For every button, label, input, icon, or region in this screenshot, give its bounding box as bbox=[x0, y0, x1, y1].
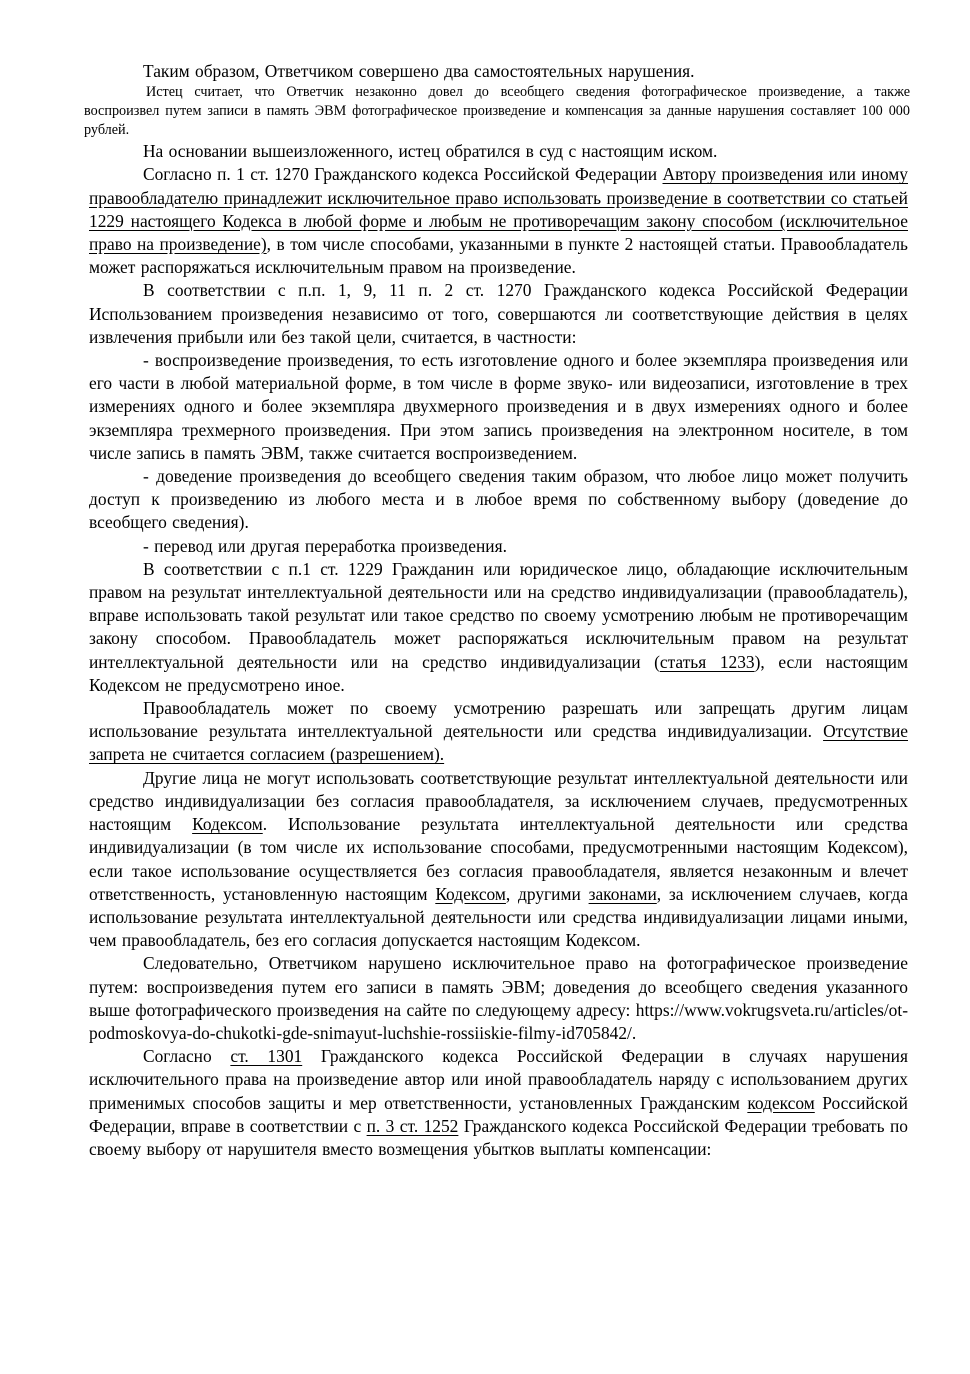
text-run: - доведение произведения до всеобщего сведения таким образом, что любое лицо может получить доступ к произведению из любого места и в любое время по собственному выбору (доведение до всеобщего сведения). bbox=[89, 466, 908, 533]
text-run: Таким образом, Ответчиком совершено два самостоятельных нарушения. bbox=[143, 61, 695, 81]
text-run: Гражданского кодекса Российской Федерации в случаях нарушения исключительного права на произведение автор или иной правообладатель наряду с использованием других применимых способов защиты и мер ответственности, установленных Гражданским bbox=[89, 1046, 908, 1113]
text-run: Правообладатель может по своему усмотрению разрешать или запрещать другим лицам использование результата интеллектуальной деятельности или средства индивидуализации. bbox=[89, 698, 908, 742]
legal-reference-underlined: Кодексом bbox=[435, 883, 506, 904]
para-other-persons bbox=[89, 767, 908, 953]
para-reproduction-item bbox=[89, 349, 908, 465]
legal-reference-underlined: Кодексом bbox=[192, 814, 263, 835]
text-run: Согласно bbox=[143, 1046, 231, 1067]
para-art-1301 bbox=[89, 1045, 908, 1161]
para-communication-item bbox=[89, 465, 908, 535]
text-run: Гражданского кодекса Российской Федерации требовать по своему выбору от нарушителя вместо возмещения убытков выплаты компенсации: bbox=[89, 1115, 908, 1159]
text-run: , в том числе способами, указанными в пункте 2 настоящей статьи. Правообладатель может распоряжаться исключительным правом на произведение. bbox=[89, 234, 908, 278]
para-translation-item bbox=[89, 535, 908, 558]
text-run: ), если настоящим Кодексом не предусмотрено иное. bbox=[89, 651, 908, 695]
text-run: . Использование результата интеллектуальной деятельности или средства индивидуализации (в том числе их использование способами, предусмотренными настоящим Кодексом), если такое использование осуществляется без согласия правообладателя, является незаконным и влечет ответственность, установленную настоящим bbox=[89, 814, 908, 904]
para-art-1229 bbox=[89, 558, 908, 697]
para-plaintiff-claim bbox=[84, 83, 910, 140]
para-art-1270-p1 bbox=[89, 163, 908, 279]
text-run: Другие лица не могут использовать соответствующие результат интеллектуальной деятельности или средство индивидуализации без согласия правообладателя, за исключением случаев, предусмотренных настоящим bbox=[89, 767, 908, 835]
text-run: , другими bbox=[505, 883, 589, 904]
text-run: Согласно п. 1 ст. 1270 Гражданского кодекса Российской Федерации bbox=[143, 164, 663, 185]
legal-reference-underlined: п. 3 ст. 1252 bbox=[366, 1115, 459, 1136]
legal-reference-underlined: кодексом bbox=[747, 1092, 815, 1113]
text-run: Следовательно, Ответчиком нарушено исключительное право на фотографическое произведение путем: воспроизведения путем его записи в память ЭВМ; доведения до всеобщего сведения указанного выше фотографического произведения на сайте по следующему адресу: https://www.vokrugsveta.ru/articles/ot-podmoskovya-do-chukotki-gde-snimayut-luchshie-rossiiskie-filmy-id705842/. bbox=[89, 953, 908, 1043]
para-conclusion-violation bbox=[89, 952, 908, 1045]
text-run: В соответствии с п.1 ст. 1229 Гражданин или юридическое лицо, обладающие исключительным правом на результат интеллектуальной деятельности или на средство индивидуализации (правообладатель), вправе использовать такой результат или такое средство по своему усмотрению любым не противоречащим закону способом. Правообладатель может распоряжаться исключительным правом на результат интеллектуальной деятельности или на средство индивидуализации ( bbox=[89, 558, 908, 672]
para-rightholder-permission bbox=[89, 697, 908, 767]
legal-reference-underlined: Отсутствие запрета не считается согласием (разрешением). bbox=[89, 721, 908, 765]
legal-reference-underlined: статья 1233 bbox=[659, 651, 755, 672]
text-run: - воспроизведение произведения, то есть изготовление одного и более экземпляра произведения или его части в любой материальной форме, в том числе в форме звуко- или видеозаписи, изготовление в трех измерениях одного и более экземпляра двухмерного произведения и в двух измерениях одного и более экземпляра трехмерного произведения. При этом запись произведения на электронном носителе, в том числе запись в память ЭВМ, также считается воспроизведением. bbox=[89, 350, 908, 463]
text-run: Российской Федерации, вправе в соответствии с bbox=[89, 1092, 908, 1136]
text-run: Истец считает, что Ответчик незаконно довел до всеобщего сведения фотографическое произведение, а также воспроизвел путем записи в память ЭВМ фотографическое произведение и компенсация за данные нарушения составляет 100 000 рублей. bbox=[84, 84, 910, 139]
para-art-1270-p2-intro bbox=[89, 279, 908, 349]
text-run: - перевод или другая переработка произведения. bbox=[143, 535, 507, 556]
legal-reference-underlined: Автору произведения или иному правообладателю принадлежит исключительное право использовать произведение в соответствии со статьей 1229 настоящего Кодекса в любой форме и любым не противоречащим закону способом (исключительное право на произведение) bbox=[89, 164, 908, 255]
para-basis-lawsuit bbox=[89, 140, 908, 163]
text-run: , за исключением случаев, когда использование результата интеллектуальной деятельности или средства индивидуализации лицами иными, чем правообладатель, без его согласия допускается настоящим Кодексом. bbox=[89, 883, 908, 951]
legal-reference-underlined: законами bbox=[588, 883, 657, 904]
para-two-violations bbox=[89, 60, 908, 83]
text-run: На основании вышеизложенного, истец обратился в суд с настоящим иском. bbox=[143, 141, 718, 162]
legal-reference-underlined: ст. 1301 bbox=[230, 1046, 303, 1067]
text-run: В соответствии с п.п. 1, 9, 11 п. 2 ст. 1270 Гражданского кодекса Российской Федерации Использованием произведения независимо от того, совершаются ли соответствующие действия в целях извлечения прибыли или без такой цели, считается, в частности: bbox=[89, 280, 908, 347]
